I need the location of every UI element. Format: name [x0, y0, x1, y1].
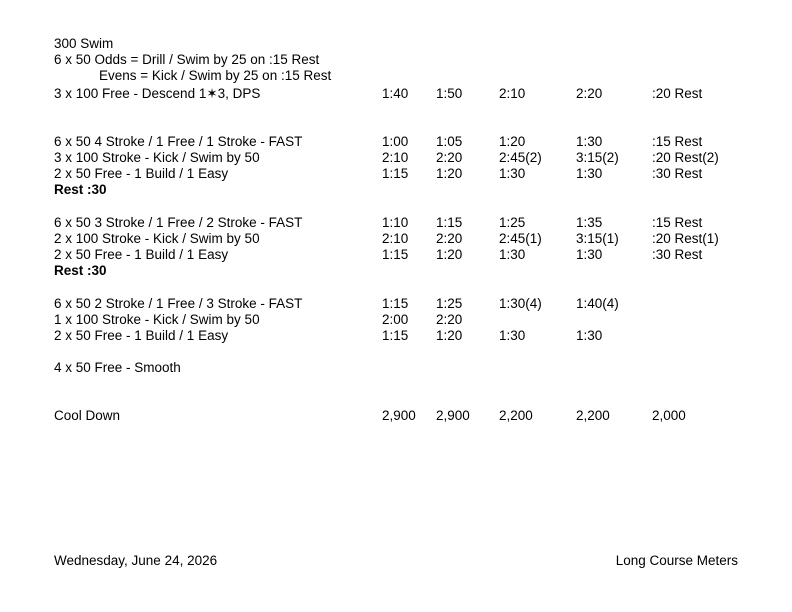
- workout-line: [0, 328, 792, 344]
- workout-line: [0, 86, 792, 102]
- rest-col: :20 Rest(2): [652, 150, 719, 165]
- interval-col-1: 2:00: [382, 312, 409, 327]
- cool-down-label: Cool Down: [54, 408, 121, 423]
- rest-col: :30 Rest: [652, 247, 703, 262]
- interval-col-3: 2:45(2): [499, 150, 542, 165]
- interval-col-3: 1:30: [499, 166, 526, 181]
- total-col-2: 2,900: [436, 408, 470, 423]
- interval-col-3: 1:20: [499, 134, 526, 149]
- interval-col-2: 2:20: [436, 150, 463, 165]
- line-description: 6 x 50 Odds = Drill / Swim by 25 on :15 Rest: [54, 52, 320, 67]
- line-description: 6 x 50 2 Stroke / 1 Free / 3 Stroke - FAST: [54, 296, 303, 311]
- interval-col-2: 2:20: [436, 231, 463, 246]
- line-description: 4 x 50 Free - Smooth: [54, 360, 181, 375]
- rest-heading: Rest :30: [54, 182, 107, 197]
- interval-col-1: 1:15: [382, 166, 409, 181]
- interval-col-4: 3:15(2): [576, 150, 619, 165]
- line-description: 2 x 50 Free - 1 Build / 1 Easy: [54, 328, 229, 343]
- line-description: 6 x 50 3 Stroke / 1 Free / 2 Stroke - FAST: [54, 215, 303, 230]
- interval-col-4: 2:20: [576, 86, 603, 101]
- interval-col-3: 1:30: [499, 247, 526, 262]
- line-description: Evens = Kick / Swim by 25 on :15 Rest: [99, 68, 332, 83]
- rest-col: :15 Rest: [652, 134, 703, 149]
- line-description: 2 x 50 Free - 1 Build / 1 Easy: [54, 247, 229, 262]
- workout-line: [0, 182, 792, 198]
- rest-col: :15 Rest: [652, 215, 703, 230]
- interval-col-3: 1:30: [499, 328, 526, 343]
- workout-line: [0, 166, 792, 182]
- interval-col-1: 2:10: [382, 231, 409, 246]
- interval-col-1: 1:15: [382, 296, 409, 311]
- interval-col-3: 1:30(4): [499, 296, 542, 311]
- workout-line: [0, 150, 792, 166]
- interval-col-2: 2:20: [436, 312, 463, 327]
- rest-col: :20 Rest(1): [652, 231, 719, 246]
- workout-line: [0, 360, 792, 376]
- line-description: 3 x 100 Stroke - Kick / Swim by 50: [54, 150, 260, 165]
- footer-course: Long Course Meters: [615, 553, 738, 568]
- line-description: 300 Swim: [54, 36, 114, 51]
- interval-col-4: 1:30: [576, 166, 603, 181]
- workout-line: [0, 215, 792, 231]
- workout-line: [0, 312, 792, 328]
- line-description: 1 x 100 Stroke - Kick / Swim by 50: [54, 312, 260, 327]
- line-description: 3 x 100 Free - Descend 1✶3, DPS: [54, 86, 261, 101]
- interval-col-2: 1:15: [436, 215, 463, 230]
- interval-col-3: 2:45(1): [499, 231, 542, 246]
- workout-line: [0, 231, 792, 247]
- total-col-1: 2,900: [382, 408, 416, 423]
- workout-line: [0, 263, 792, 279]
- interval-col-2: 1:20: [436, 166, 463, 181]
- workout-line: [0, 296, 792, 312]
- workout-line: [0, 247, 792, 263]
- interval-col-1: 1:40: [382, 86, 409, 101]
- interval-col-2: 1:20: [436, 328, 463, 343]
- workout-line: [0, 36, 792, 52]
- rest-col: :30 Rest: [652, 166, 703, 181]
- total-col-5: 2,000: [652, 408, 686, 423]
- total-col-4: 2,200: [576, 408, 610, 423]
- rest-col: :20 Rest: [652, 86, 703, 101]
- interval-col-4: 1:30: [576, 247, 603, 262]
- interval-col-4: 1:35: [576, 215, 603, 230]
- interval-col-4: 1:30: [576, 328, 603, 343]
- interval-col-4: 3:15(1): [576, 231, 619, 246]
- interval-col-3: 2:10: [499, 86, 526, 101]
- interval-col-1: 1:10: [382, 215, 409, 230]
- interval-col-2: 1:25: [436, 296, 463, 311]
- interval-col-1: 1:15: [382, 328, 409, 343]
- interval-col-2: 1:05: [436, 134, 463, 149]
- workout-line: [0, 52, 792, 68]
- workout-line: [0, 408, 792, 424]
- line-description: 2 x 50 Free - 1 Build / 1 Easy: [54, 166, 229, 181]
- rest-heading: Rest :30: [54, 263, 107, 278]
- interval-col-4: 1:40(4): [576, 296, 619, 311]
- interval-col-2: 1:20: [436, 247, 463, 262]
- interval-col-3: 1:25: [499, 215, 526, 230]
- line-description: 6 x 50 4 Stroke / 1 Free / 1 Stroke - FAST: [54, 134, 303, 149]
- total-col-3: 2,200: [499, 408, 533, 423]
- footer-date: Wednesday, June 24, 2026: [54, 553, 218, 568]
- interval-col-1: 1:00: [382, 134, 409, 149]
- line-description: 2 x 100 Stroke - Kick / Swim by 50: [54, 231, 260, 246]
- workout-line: [0, 134, 792, 150]
- interval-col-4: 1:30: [576, 134, 603, 149]
- interval-col-1: 1:15: [382, 247, 409, 262]
- workout-line: [0, 68, 792, 84]
- interval-col-1: 2:10: [382, 150, 409, 165]
- interval-col-2: 1:50: [436, 86, 463, 101]
